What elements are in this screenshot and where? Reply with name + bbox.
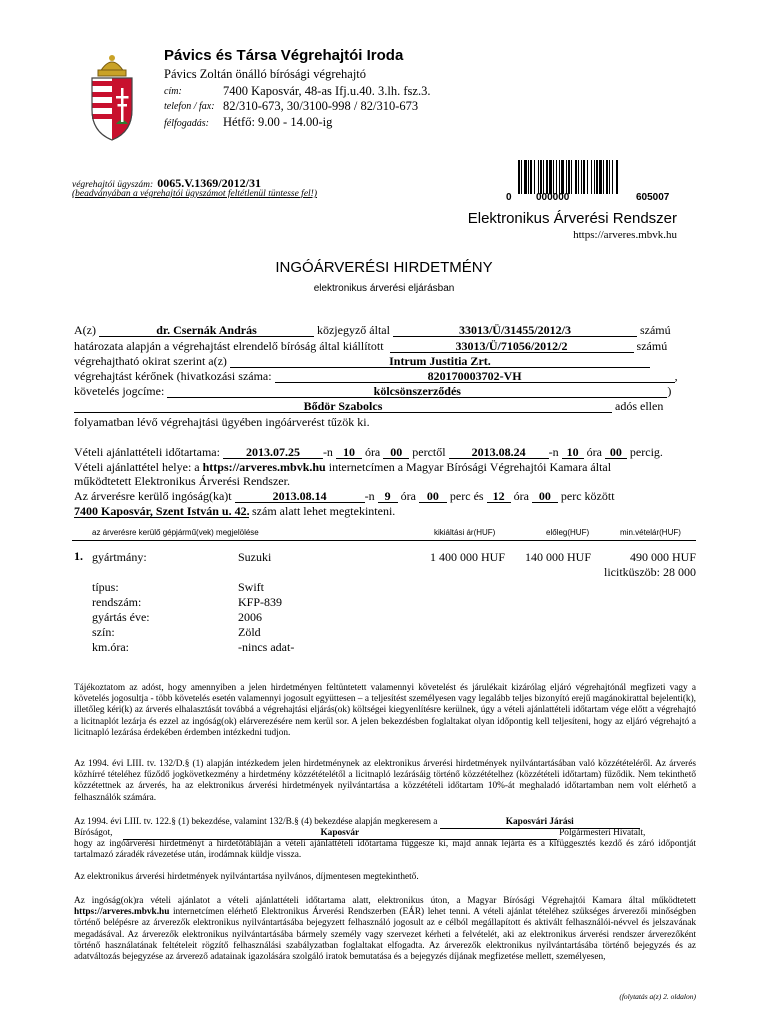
text: perc és [449,489,484,503]
text: internetcímen elérhető Elektronikus Árverési Rendszerben (EÁR) lehet tenni. A vételi ajánlat tételéhez szükséges árverezői minőségben történő belépésre az árverezők elektronikus nyilvántartásába bejegyzett felhasználó jogosult az e célból megállapított és aktivált felhasználói-névvel és jelszavának megadásával. Az árverezők elektronikus nyilvántartásába bármely személy vagy szervezet kérheti a felvételét, aki az elektronikus árverési rendszer árverezőként történő használatának feltételeit rögzítő felhasználási szabályzatban foglaltakat elfogadta. Az árverezők elektronikus nyilvántartásába történő bejegyzés és az adatváltozás bejegyzése az árverező adatainak igazolására szolgáló iratok bemutatása és a bejegyzés díjának megfizetése mellett, személyesen, [74,907,696,963]
item-make-label: gyártmány: [92,550,147,564]
barcode-bar [540,160,542,194]
item-km-label: km.óra: [92,640,129,654]
barcode-bar [581,160,582,194]
phone-label: telefon / fax: [164,101,215,112]
text: -n [322,445,333,459]
continuation-note: (folytatás a(z) 2. oldalon) [619,992,696,1001]
paragraph-request-rest: hogy az ingóárverési hirdetményt a hirdetőtábláján a vételi ajánlattételi időtartama függesze ki, majd annak lejárta és a kifüggesztés kezdő és záró időpontját tartalmazó záradék rávezetése után, irodámnak küldje vissza. [74,839,696,861]
table-header-start-price: kikiáltási ár(HUF) [434,528,496,537]
court-name: Kaposvári Járási [440,816,640,829]
barcode-bar [524,160,527,194]
offer-end-minute: 00 [605,446,627,459]
phone-value: 82/310-673, 30/3100-998 / 82/310-673 [223,99,419,113]
address-label: cím: [164,86,182,97]
viewing-hour-2: 12 [487,490,511,503]
office-name: Pávics és Társa Végrehajtói Iroda [164,47,404,64]
viewing-minute-1: 00 [419,490,447,503]
body-line-4 [74,370,678,383]
viewing-time [74,490,615,503]
barcode-bar [559,160,560,194]
barcode-bar [530,160,532,194]
table-header-deposit: előleg(HUF) [546,528,590,537]
barcode-bar [528,160,529,194]
text: óra [513,489,529,503]
paragraph-withdrawal-notice: Tájékoztatom az adóst, hogy amennyiben a jelen hirdetményen feltüntetett valamennyi követelést és járulékait kizárólag eljáró végrehajtónál megfizeti vagy a követelés jogosultja - több követelés esetén valamennyi jogosult együttesen – a teljesítést személyesen vagy legalább teljes bizonyító erejű magánokirattal bejelenti(k), illetőleg kéri(k) az árverés elhalasztását továbbá a végrehajtási eljárás(ok) költségei kiegyenlítésre kerülnek, úgy a vételi ajánlattételi időtartam vége előtt a végrehajtó a licitnaplót lezárja és ezzel az ingóság(ok) elárverezésére nem kerül sor. A jelen bekezdésben foglaltakat olyan időpontig kell teljesíteni, hogy az eljáró végrehajtó a licitnapló lezárása érdekében érdemben intézkedni tudjon. [74,683,696,738]
address-value: 7400 Kaposvár, 48-as Ifj.u.40. 3.lh. fsz.3. [223,84,431,98]
barcode-bar [616,160,618,194]
text: internetcímen a Magyar Bírósági Végrehajtói Kamara által [328,460,612,474]
offer-start-date: 2013.07.25 [223,446,323,459]
barcode-bar [546,160,548,194]
barcode-bar [587,160,588,194]
barcode-bar [596,160,598,194]
ear-title: Elektronikus Árverési Rendszer [467,210,677,227]
barcode-bar [575,160,577,194]
document-title: INGÓÁRVERÉSI HIRDETMÉNY [275,259,493,276]
bidding-url[interactable]: https://arveres.mbvk.hu [74,907,170,918]
barcode-bar [566,160,567,194]
barcode [516,160,680,194]
barcode-bar [538,160,539,194]
offer-system: működtetett Elektronikus Árverési Rendszer. [74,474,290,488]
barcode-left-digits: 0 [506,192,512,203]
text: perctől [412,445,446,459]
text: szám alatt lehet megtekinteni. [252,504,396,518]
barcode-bar [606,160,608,194]
reference-number: 820170003702-VH [275,370,675,383]
barcode-bar [521,160,522,194]
text: Vételi ajánlattétel helye: a [74,460,200,474]
text: végrehajtható okirat szerint a(z) [74,354,227,368]
barcode-bar [609,160,610,194]
offer-period [74,446,663,459]
text: , [674,369,678,383]
barcode-right-digits: 605007 [636,192,670,203]
item-bid-step: licitküszöb: 28 000 [604,565,696,579]
barcode-bar [578,160,579,194]
barcode-bar [553,160,554,194]
viewing-date: 2013.08.14 [235,490,365,503]
offer-end-date: 2013.08.24 [449,446,549,459]
body-line-3 [74,355,650,368]
debtor-name: Bődör Szabolcs [74,400,612,413]
item-year-value: 2006 [238,610,262,624]
text: Az árverésre kerülő ingóság(ka)t [74,489,232,503]
item-km-value: -nincs adat- [238,640,295,654]
item-year-label: gyártás éve: [92,610,150,624]
viewing-address: 7400 Kaposvár, Szent István u. 42. [74,504,250,518]
barcode-bar [594,160,595,194]
text: óra [364,445,381,459]
text: -n [364,489,375,503]
item-start-price: 1 400 000 HUF [430,550,506,564]
text: Polgármesteri Hivatalt, [559,828,646,838]
town-name: Kaposvár [123,827,557,840]
body-line-5 [74,385,671,398]
item-min-price: 490 000 HUF [629,550,696,564]
document-subtitle: elektronikus árverési eljárásban [313,283,455,294]
text: óra [400,489,416,503]
item-plate-value: KFP-839 [238,595,283,609]
viewing-hour-1: 9 [378,490,398,503]
case-number-note: (beadványában a végrehajtói ügyszámot feltétlenül tüntesse fel!) [72,189,318,199]
item-color-value: Zöld [238,625,261,639]
item-index: 1. [74,549,83,563]
barcode-bar [591,160,592,194]
body-line-6 [74,400,663,413]
barcode-bar [543,160,544,194]
barcode-bar [603,160,604,194]
text: A(z) [74,323,96,337]
body-line-7: folyamatban lévő végrehajtási ügyében ingóárverést tűzök ki. [74,415,370,429]
decision-ref: 33013/Ü/31455/2012/3 [393,324,637,337]
viewing-minute-2: 00 [532,490,558,503]
creditor-name: Intrum Justitia Zrt. [230,355,650,368]
text: Az ingóság(ok)ra vételi ajánlatot a vételi ajánlattételi időtartama alatt, elektronikus úton, a Magyar Bírósági Végrehajtói Kamara által működtetett [74,896,696,906]
claim-title: kölcsönszerződés [167,385,667,398]
offer-start-minute: 00 [383,446,409,459]
coat-of-arms-icon [80,48,144,144]
item-make-value: Suzuki [238,550,272,564]
text: határozata alapján a végrehajtást elrendelő bíróság által kiállított [74,339,384,353]
text: követelés jogcíme: [74,384,165,398]
offer-end-hour: 10 [562,446,584,459]
text: Bíróságot, [74,828,113,838]
text: adós ellen [615,399,664,413]
paragraph-bidding-rules [74,896,696,963]
barcode-bar [612,160,613,194]
case-number-label: végrehajtói ügyszám: [72,180,154,190]
table-header-item: az árverésre kerülő gépjármű(vek) megjelölése [92,528,259,537]
barcode-bar [556,160,557,194]
text: számú [639,323,671,337]
offer-place [74,461,696,474]
text: ) [667,384,672,398]
notary-name: dr. Csernák András [99,324,314,337]
hours-value: Hétfő: 9.00 - 14.00-ig [223,115,333,129]
barcode-bar [599,160,602,194]
text: percig. [629,445,663,459]
text: számú [636,339,668,353]
barcode-bar [583,160,585,194]
barcode-bar [549,160,552,194]
offer-start-hour: 10 [336,446,362,459]
table-header-rule [72,540,696,541]
body-line-1 [74,324,696,337]
body-line-2 [74,340,667,353]
table-header-min-price: min.vételár(HUF) [620,528,681,537]
hours-label: félfogadás: [164,118,209,129]
text: végrehajtást kérőnek (hivatkozási száma: [74,369,272,383]
barcode-bar [571,160,572,194]
text: Az 1994. évi LIII. tv. 122.§ (1) bekezdése, valamint 132/B.§ (4) bekezdése alapján megkeresem a [74,817,438,827]
text: perc között [560,489,615,503]
barcode-bar [561,160,564,194]
text: óra [586,445,602,459]
paragraph-publication: Az 1994. évi LIII. tv. 132/D.§ (1) alapján intézkedem jelen hirdetménynek az elektronikus árverési hirdetmények nyilvántartásában való közzétételéről. Az árverés közhírré tételéhez fűződő jogkövetkezmény a hirdetmény közzétételétől a licitnapló lezárásáig történő közzétételhez (közzétételi időtartam) fűződik. Nem tekinthető közzétettnek az árverés, ha az elektronikus árverési hirdetmények nyilvántartása a közzétételi időtartam 10%-át meghaladó időtartamban nem volt elérhető a felhasználók számára. [74,759,696,803]
barcode-bar [568,160,570,194]
viewing-location [74,505,395,518]
barcode-bar [518,160,520,194]
paragraph-public-register: Az elektronikus árverési hirdetmények nyilvántartása nyilvános, díjmentesen megtekinthető. [74,872,419,882]
case-number: 0065.V.1369/2012/31 [157,176,261,190]
item-color-label: szín: [92,625,115,639]
ear-url[interactable]: https://arveres.mbvk.hu [573,229,677,241]
item-plate-label: rendszám: [92,595,142,609]
item-deposit: 140 000 HUF [525,550,592,564]
deed-ref: 33013/Ü/71056/2012/2 [390,340,634,353]
barcode-bar [534,160,535,194]
text: közjegyző által [316,323,390,337]
text: -n [548,445,559,459]
item-type-value: Swift [238,580,265,594]
item-type-label: típus: [92,580,119,594]
offer-url[interactable]: https://arveres.mbvk.hu [202,460,326,474]
bailiff-name: Pávics Zoltán önálló bírósági végrehajtó [164,67,367,81]
barcode-mid-digits: 000000 [536,192,570,203]
text: Vételi ajánlattételi időtartama: [74,445,220,459]
